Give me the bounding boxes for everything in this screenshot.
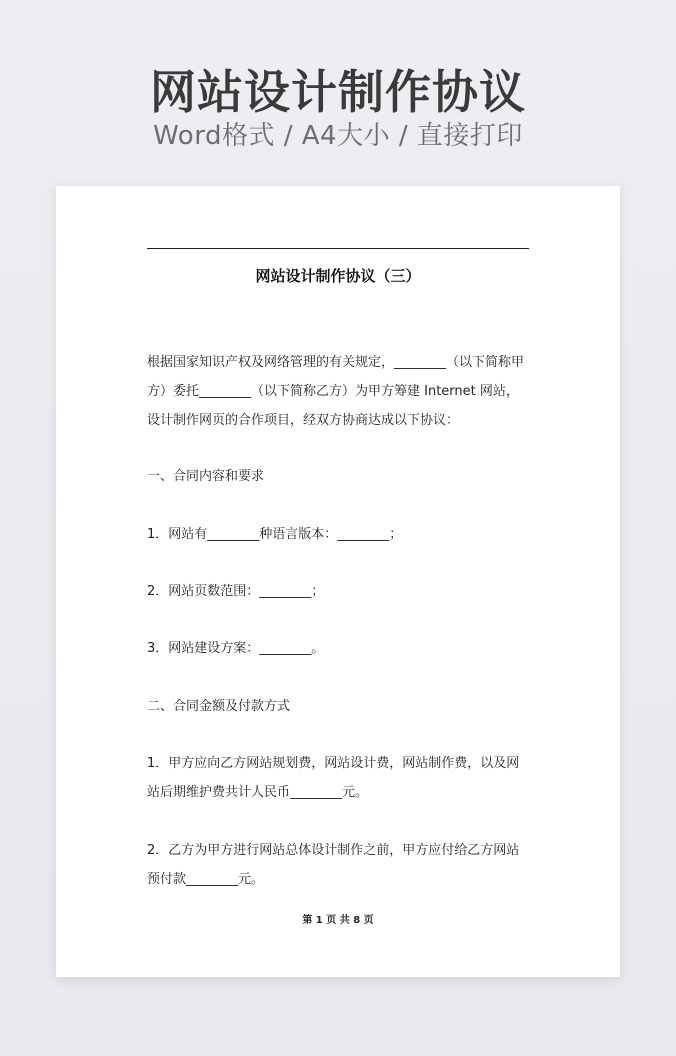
banner-title: 网站设计制作协议 (150, 65, 526, 119)
clause-prepayment: 2．乙方为甲方进行网站总体设计制作之前，甲方应付给乙方网站预付款________元。 (147, 843, 520, 887)
page-number-footer: 第 1 页 共 8 页 (302, 915, 374, 926)
document-title: 网站设计制作协议（三） (255, 267, 421, 285)
intro-paragraph: 根据国家知识产权及网络管理的有关规定，________（以下简称甲方）委托________（以下简称乙方）为甲方筹建 Internet 网站，设计制作网页的合作项目，经双方协商达成以下协议： (147, 355, 525, 428)
section-heading-payment: 二、合同金额及付款方式 (147, 699, 291, 714)
clause-total-fee: 1．甲方应向乙方网站规划费，网站设计费，网站制作费，以及网站后期维护费共计人民币________元。 (147, 756, 520, 800)
banner-subtitle: Word格式 / A4大小 / 直接打印 (153, 121, 523, 151)
clause-language-versions: 1．网站有________种语言版本：________； (147, 527, 403, 542)
clause-page-range: 2．网站页数范围：________； (147, 584, 325, 599)
section-heading-contract-content: 一、合同内容和要求 (147, 469, 265, 484)
document-page (56, 186, 620, 977)
header-rule (147, 248, 529, 249)
clause-build-plan: 3．网站建设方案：________。 (147, 641, 325, 656)
